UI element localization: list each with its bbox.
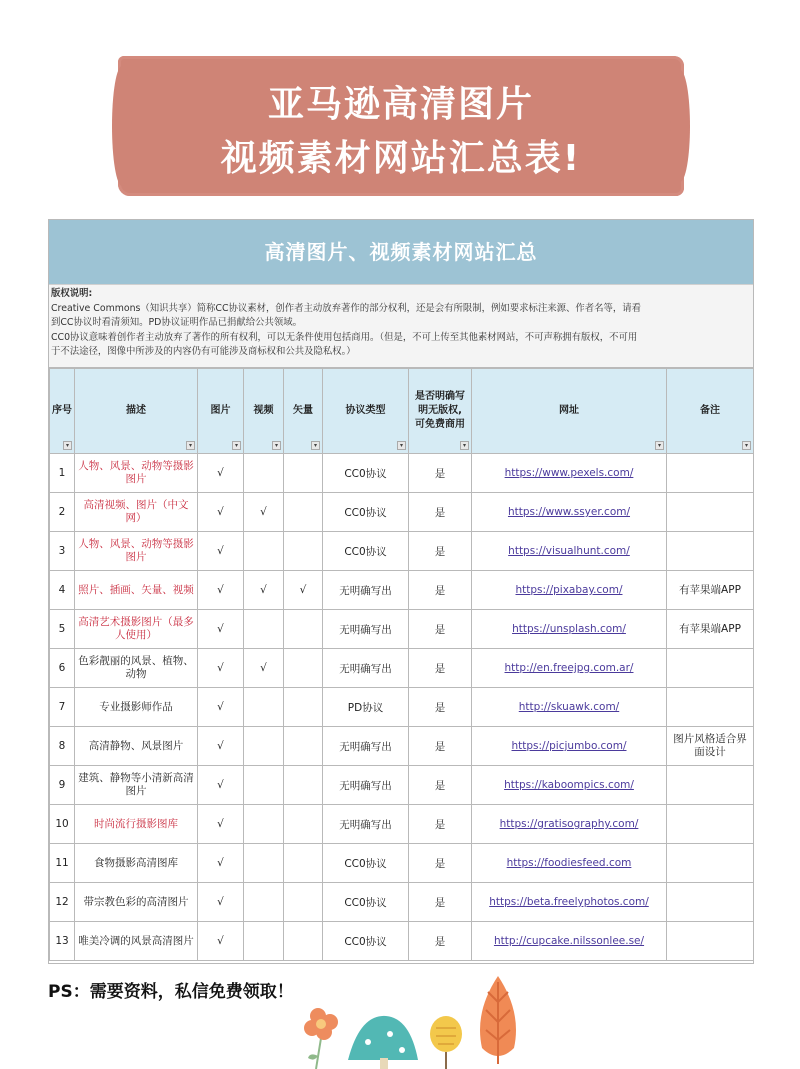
cell-image: √ bbox=[198, 922, 244, 961]
cell-license: CC0协议 bbox=[323, 844, 409, 883]
cell-desc: 高清视频、图片（中文网） bbox=[75, 493, 198, 532]
table-row bbox=[50, 493, 754, 532]
cell-vector bbox=[284, 688, 323, 727]
cell-remark bbox=[667, 649, 754, 688]
cell-desc: 时尚流行摄影图库 bbox=[75, 805, 198, 844]
title-banner bbox=[118, 56, 684, 196]
site-link[interactable]: https://kaboompics.com/ bbox=[504, 779, 634, 791]
footer-decoration bbox=[290, 972, 530, 1069]
col-header-url: 网址 ▾ bbox=[472, 369, 667, 454]
cell-image: √ bbox=[198, 727, 244, 766]
cell-vector bbox=[284, 493, 323, 532]
site-link[interactable]: https://www.ssyer.com/ bbox=[507, 506, 631, 518]
mushroom-decoration-icon bbox=[348, 1016, 418, 1069]
table-row bbox=[50, 649, 754, 688]
cell-image: √ bbox=[198, 649, 244, 688]
cell-free: 是 bbox=[409, 727, 472, 766]
cell-vector bbox=[284, 883, 323, 922]
cell-url bbox=[472, 805, 667, 844]
filter-dropdown-icon[interactable]: ▾ bbox=[311, 441, 320, 450]
col-header-video: 视频 ▾ bbox=[244, 369, 284, 454]
cell-no: 3 bbox=[50, 532, 75, 571]
cell-video bbox=[244, 805, 284, 844]
cell-remark bbox=[667, 493, 754, 532]
cell-url bbox=[472, 454, 667, 493]
cell-license: 无明确写出 bbox=[323, 571, 409, 610]
cell-no: 9 bbox=[50, 766, 75, 805]
table-row bbox=[50, 532, 754, 571]
spreadsheet bbox=[48, 219, 754, 964]
col-header-desc: 描述 ▾ bbox=[75, 369, 198, 454]
cell-free: 是 bbox=[409, 649, 472, 688]
sheet-title: 高清图片、视频素材网站汇总 bbox=[49, 220, 753, 284]
cell-image: √ bbox=[198, 454, 244, 493]
cell-no: 8 bbox=[50, 727, 75, 766]
cell-video: √ bbox=[244, 649, 284, 688]
cell-url bbox=[472, 766, 667, 805]
site-link[interactable]: https://unsplash.com/ bbox=[512, 623, 626, 635]
table-row bbox=[50, 766, 754, 805]
cell-free: 是 bbox=[409, 571, 472, 610]
col-header-no: 序号 ▾ bbox=[50, 369, 75, 454]
cell-remark bbox=[667, 688, 754, 727]
cell-image: √ bbox=[198, 766, 244, 805]
cell-video bbox=[244, 688, 284, 727]
cell-free: 是 bbox=[409, 532, 472, 571]
flower-decoration-icon bbox=[304, 1008, 338, 1069]
cell-no: 1 bbox=[50, 454, 75, 493]
cell-image: √ bbox=[198, 805, 244, 844]
cell-video bbox=[244, 727, 284, 766]
filter-dropdown-icon[interactable]: ▾ bbox=[397, 441, 406, 450]
cell-remark: 有苹果端APP bbox=[667, 610, 754, 649]
banner-title-line1: 亚马逊高清图片 bbox=[267, 84, 534, 125]
cell-remark bbox=[667, 454, 754, 493]
table-row bbox=[50, 805, 754, 844]
cell-desc: 照片、插画、矢量、视频 bbox=[75, 571, 198, 610]
cell-desc: 人物、风景、动物等摄影图片 bbox=[75, 454, 198, 493]
cell-image: √ bbox=[198, 571, 244, 610]
cell-vector bbox=[284, 649, 323, 688]
cell-remark: 图片风格适合界面设计 bbox=[667, 727, 754, 766]
cell-remark bbox=[667, 922, 754, 961]
cell-video bbox=[244, 454, 284, 493]
site-link[interactable]: https://beta.freelyphotos.com/ bbox=[489, 896, 649, 908]
cell-image: √ bbox=[198, 532, 244, 571]
cell-vector bbox=[284, 727, 323, 766]
cell-desc: 高清静物、风景图片 bbox=[75, 727, 198, 766]
site-link[interactable]: http://cupcake.nilssonlee.se/ bbox=[493, 935, 645, 947]
cell-license: 无明确写出 bbox=[323, 649, 409, 688]
cell-vector bbox=[284, 454, 323, 493]
site-link[interactable]: http://en.freejpg.com.ar/ bbox=[504, 662, 634, 674]
notes-title: 版权说明: bbox=[51, 288, 93, 299]
table-header-row bbox=[50, 369, 754, 454]
cell-free: 是 bbox=[409, 610, 472, 649]
cell-image: √ bbox=[198, 844, 244, 883]
col-header-free: 是否明确写 明无版权, 可免费商用 ▾ bbox=[409, 369, 472, 454]
cell-license: 无明确写出 bbox=[323, 610, 409, 649]
cell-desc: 食物摄影高清图库 bbox=[75, 844, 198, 883]
cell-url bbox=[472, 571, 667, 610]
cell-desc: 带宗教色彩的高清图片 bbox=[75, 883, 198, 922]
cell-no: 2 bbox=[50, 493, 75, 532]
copyright-notes bbox=[49, 284, 753, 368]
cell-license: 无明确写出 bbox=[323, 805, 409, 844]
filter-dropdown-icon[interactable]: ▾ bbox=[232, 441, 241, 450]
cell-url bbox=[472, 922, 667, 961]
banner-title-line2: 视频素材网站汇总表! bbox=[220, 138, 582, 179]
cell-image: √ bbox=[198, 688, 244, 727]
site-link[interactable]: https://picjumbo.com/ bbox=[511, 740, 627, 752]
site-link[interactable]: https://foodiesfeed.com bbox=[506, 857, 632, 869]
notes-line: 到CC协议时看清须知。PD协议证明作品已捐献给公共领域。 bbox=[51, 317, 302, 328]
cell-license: 无明确写出 bbox=[323, 766, 409, 805]
cell-remark bbox=[667, 883, 754, 922]
notes-line: Creative Commons（知识共享）简称CC协议素材，创作者主动放弃著作的部分权利，还是会有所限制，例如要求标注来源、作者名等，请看 bbox=[51, 302, 641, 314]
site-link[interactable]: https://visualhunt.com/ bbox=[508, 545, 630, 557]
cell-free: 是 bbox=[409, 454, 472, 493]
cell-free: 是 bbox=[409, 688, 472, 727]
cell-no: 12 bbox=[50, 883, 75, 922]
cell-image: √ bbox=[198, 883, 244, 922]
notes-line: 于不法途径，图像中所涉及的内容仍有可能涉及商标权和公共及隐私权。） bbox=[51, 346, 356, 357]
cell-license: CC0协议 bbox=[323, 922, 409, 961]
cell-license: CC0协议 bbox=[323, 493, 409, 532]
col-header-image: 图片 ▾ bbox=[198, 369, 244, 454]
table-row bbox=[50, 688, 754, 727]
cell-remark: 有苹果端APP bbox=[667, 571, 754, 610]
cell-image: √ bbox=[198, 610, 244, 649]
cell-url bbox=[472, 532, 667, 571]
cell-free: 是 bbox=[409, 844, 472, 883]
cell-desc: 色彩靓丽的风景、植物、动物 bbox=[75, 649, 198, 688]
cell-url bbox=[472, 649, 667, 688]
site-link[interactable]: https://www.pexels.com/ bbox=[504, 467, 634, 479]
cell-license: CC0协议 bbox=[323, 883, 409, 922]
cell-free: 是 bbox=[409, 766, 472, 805]
cell-remark bbox=[667, 766, 754, 805]
site-link[interactable]: https://gratisography.com/ bbox=[499, 818, 639, 830]
cell-vector bbox=[284, 922, 323, 961]
table-row bbox=[50, 571, 754, 610]
cell-video bbox=[244, 532, 284, 571]
site-link[interactable]: http://skuawk.com/ bbox=[518, 701, 620, 713]
cell-no: 10 bbox=[50, 805, 75, 844]
col-header-license: 协议类型 ▾ bbox=[323, 369, 409, 454]
cell-vector bbox=[284, 844, 323, 883]
filter-dropdown-icon[interactable]: ▾ bbox=[63, 441, 72, 450]
table-row bbox=[50, 844, 754, 883]
cell-no: 6 bbox=[50, 649, 75, 688]
cell-desc: 唯美冷调的风景高清图片 bbox=[75, 922, 198, 961]
footer-note: PS：需要资料，私信免费领取！ bbox=[48, 982, 294, 1002]
filter-dropdown-icon[interactable]: ▾ bbox=[460, 441, 469, 450]
cell-remark bbox=[667, 805, 754, 844]
cell-vector bbox=[284, 805, 323, 844]
cell-video bbox=[244, 766, 284, 805]
cell-video: √ bbox=[244, 571, 284, 610]
cell-video bbox=[244, 844, 284, 883]
cell-desc: 专业摄影师作品 bbox=[75, 688, 198, 727]
table-row bbox=[50, 610, 754, 649]
cell-url bbox=[472, 688, 667, 727]
leaf-tree-decoration-icon bbox=[480, 976, 516, 1064]
site-link[interactable]: https://pixabay.com/ bbox=[515, 584, 623, 596]
cell-free: 是 bbox=[409, 922, 472, 961]
cell-vector bbox=[284, 532, 323, 571]
cell-no: 13 bbox=[50, 922, 75, 961]
cell-desc: 人物、风景、动物等摄影图片 bbox=[75, 532, 198, 571]
filter-dropdown-icon[interactable]: ▾ bbox=[272, 441, 281, 450]
cell-no: 4 bbox=[50, 571, 75, 610]
cell-vector bbox=[284, 610, 323, 649]
cell-url bbox=[472, 610, 667, 649]
cell-video bbox=[244, 610, 284, 649]
filter-dropdown-icon[interactable]: ▾ bbox=[186, 441, 195, 450]
cell-free: 是 bbox=[409, 805, 472, 844]
cell-remark bbox=[667, 532, 754, 571]
cell-license: CC0协议 bbox=[323, 532, 409, 571]
cell-free: 是 bbox=[409, 493, 472, 532]
cell-license: PD协议 bbox=[323, 688, 409, 727]
leaf-tree-decoration-icon bbox=[430, 1016, 462, 1069]
cell-desc: 高清艺术摄影图片（最多人使用） bbox=[75, 610, 198, 649]
table-row bbox=[50, 883, 754, 922]
cell-remark bbox=[667, 844, 754, 883]
cell-url bbox=[472, 844, 667, 883]
cell-video: √ bbox=[244, 493, 284, 532]
cell-vector bbox=[284, 766, 323, 805]
filter-dropdown-icon[interactable]: ▾ bbox=[655, 441, 664, 450]
col-header-remark: 备注 ▾ bbox=[667, 369, 754, 454]
cell-no: 11 bbox=[50, 844, 75, 883]
filter-dropdown-icon[interactable]: ▾ bbox=[742, 441, 751, 450]
sites-table bbox=[49, 368, 754, 961]
cell-no: 7 bbox=[50, 688, 75, 727]
notes-line: CC0协议意味着创作者主动放弃了著作的所有权利，可以无条件使用包括商用。（但是，不可上传至其他素材网站，不可声称拥有版权，不可用 bbox=[51, 331, 638, 343]
cell-video bbox=[244, 883, 284, 922]
table-row bbox=[50, 922, 754, 961]
cell-image: √ bbox=[198, 493, 244, 532]
cell-license: CC0协议 bbox=[323, 454, 409, 493]
table-row bbox=[50, 454, 754, 493]
cell-video bbox=[244, 922, 284, 961]
cell-url bbox=[472, 883, 667, 922]
cell-url bbox=[472, 727, 667, 766]
cell-license: 无明确写出 bbox=[323, 727, 409, 766]
table-row bbox=[50, 727, 754, 766]
cell-url bbox=[472, 493, 667, 532]
col-header-vector: 矢量 ▾ bbox=[284, 369, 323, 454]
cell-no: 5 bbox=[50, 610, 75, 649]
cell-vector: √ bbox=[284, 571, 323, 610]
cell-desc: 建筑、静物等小清新高清图片 bbox=[75, 766, 198, 805]
cell-free: 是 bbox=[409, 883, 472, 922]
